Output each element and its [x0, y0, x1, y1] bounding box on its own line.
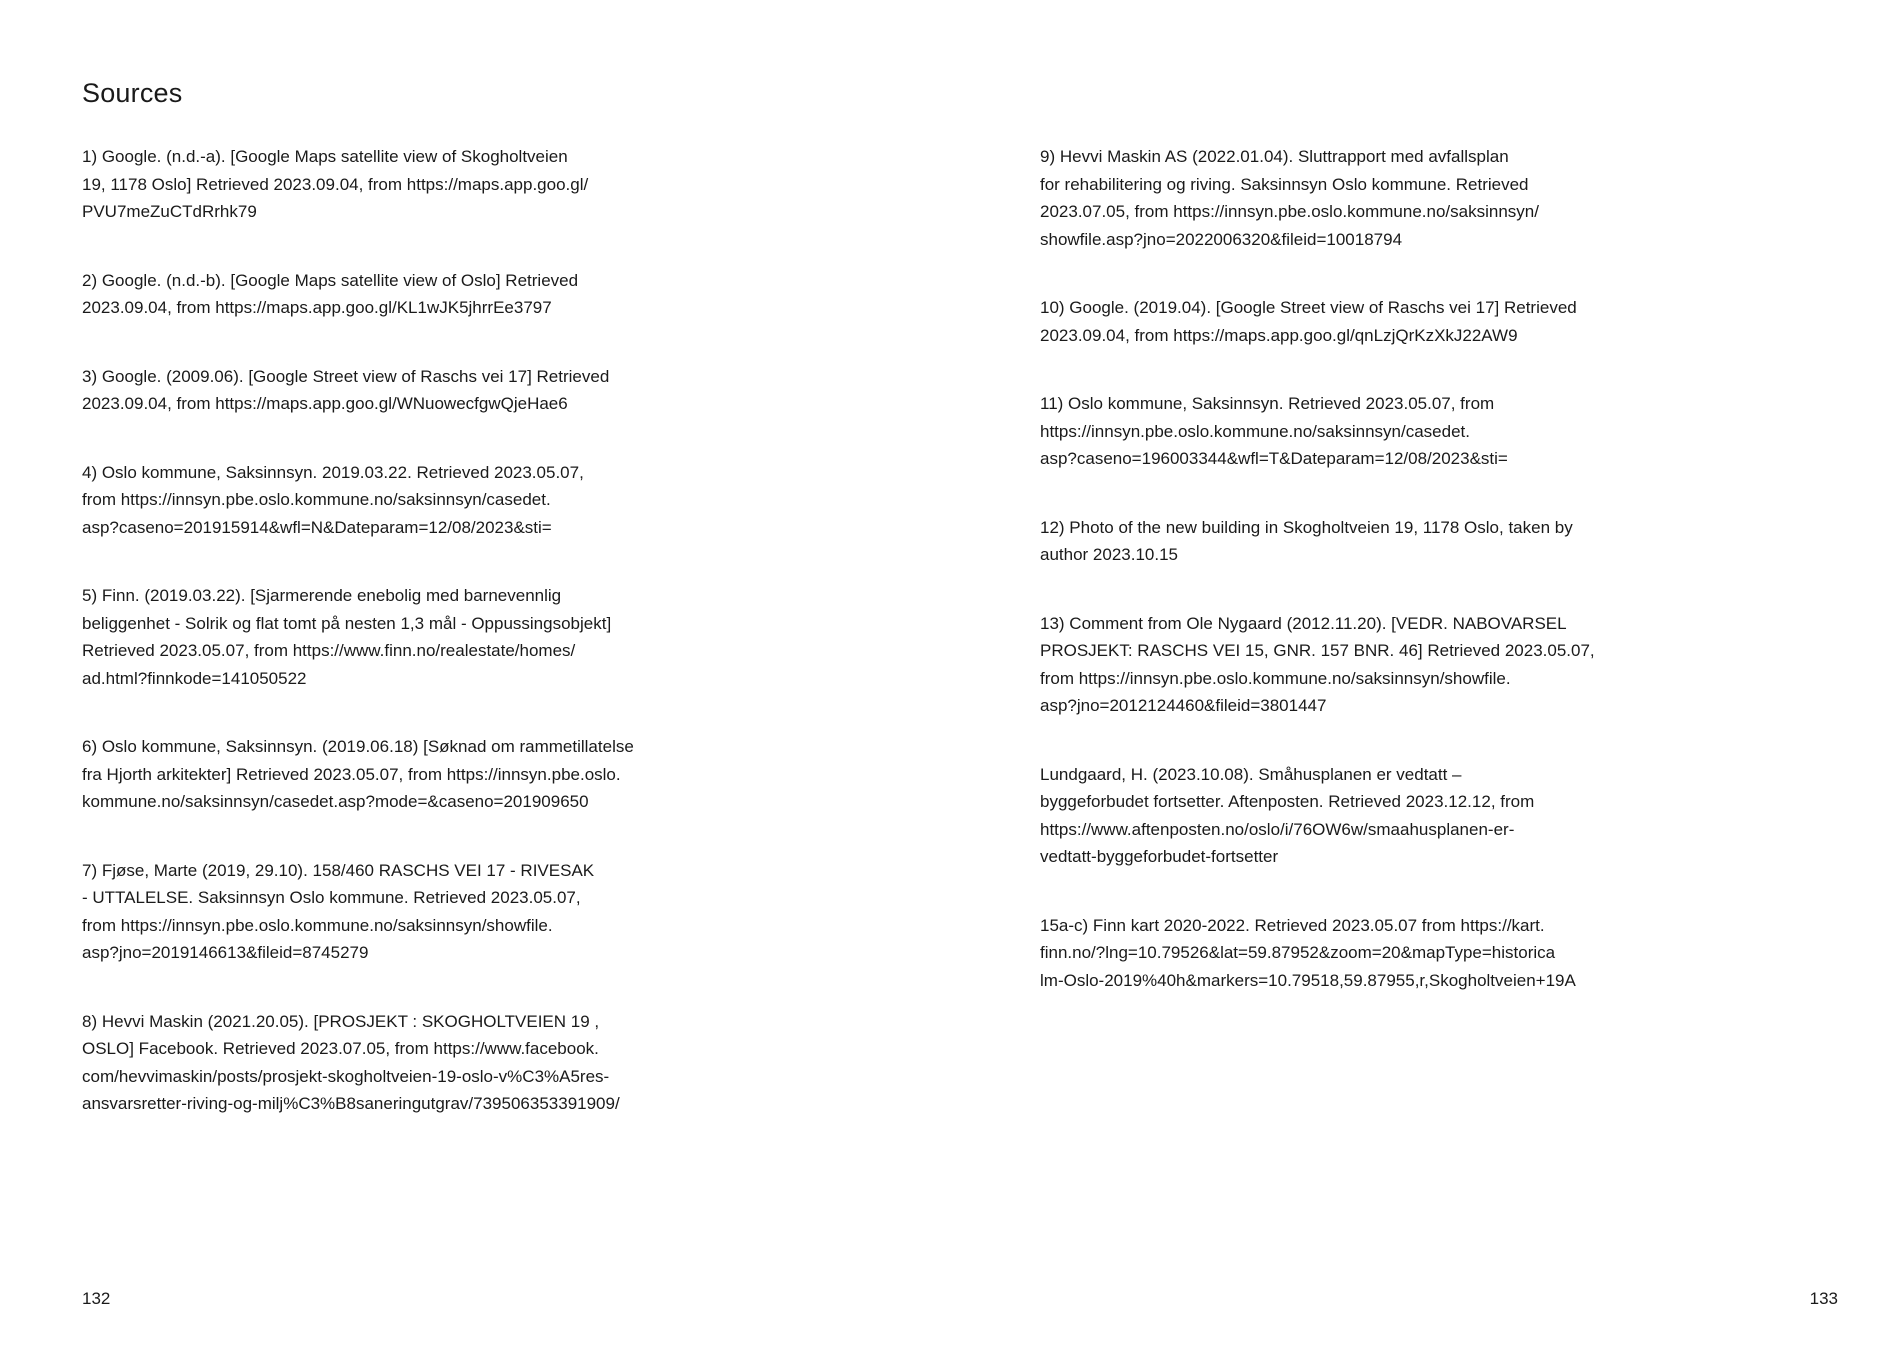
- sources-left-column: [82, 143, 682, 1118]
- source-entry-1: 1) Google. (n.d.-a). [Google Maps satellite view of Skogholtveien 19, 1178 Oslo] Retrieved 2023.09.04, from https://maps.app.goo.gl/ PVU7meZuCTdRrhk79: [82, 147, 589, 221]
- source-entry-6: 6) Oslo kommune, Saksinnsyn. (2019.06.18) [Søknad om rammetillatelse fra Hjorth arkitekter] Retrieved 2023.05.07, from https://innsyn.pbe.oslo. kommune.no/saksinnsyn/casedet.asp?mode=&caseno=201909650: [82, 737, 634, 811]
- source-entry-3: 3) Google. (2009.06). [Google Street view of Raschs vei 17] Retrieved 2023.09.04, from https://maps.app.goo.gl/WNuowecfgwQjeHae6: [82, 366, 610, 413]
- source-entry-7: 7) Fjøse, Marte (2019, 29.10). 158/460 RASCHS VEI 17 - RIVESAK - UTTALELSE. Saksinnsyn Oslo kommune. Retrieved 2023.05.07, from https://innsyn.pbe.oslo.kommune.no/saksinnsyn/showfile. asp?jno=2019146613&fileid=8745279: [82, 860, 595, 962]
- source-entry-10: 10) Google. (2019.04). [Google Street view of Raschs vei 17] Retrieved 2023.09.04, from https://maps.app.goo.gl/qnLzjQrKzXkJ22AW9: [1040, 298, 1577, 345]
- sources-right-column: [1040, 143, 1640, 994]
- source-entry-15: 15a-c) Finn kart 2020-2022. Retrieved 2023.05.07 from https://kart. finn.no/?lng=10.79526&lat=59.87952&zoom=20&mapType=historica lm-Oslo-2019%40h&markers=10.79518,59.87955,r,Skogholtveien+19A: [1040, 915, 1576, 990]
- page-title: Sources: [82, 78, 183, 108]
- source-entry-5: 5) Finn. (2019.03.22). [Sjarmerende enebolig med barnevennlig beliggenhet - Solrik og flat tomt på nesten 1,3 mål - Oppussingsobjekt] Retrieved 2023.05.07, from https://www.finn.no/realestate/homes/ ad.html?finnkode=141050522: [82, 586, 612, 688]
- source-entry-4: 4) Oslo kommune, Saksinnsyn. 2019.03.22. Retrieved 2023.05.07, from https://innsyn.pbe.oslo.kommune.no/saksinnsyn/casedet. asp?caseno=201915914&wfl=N&Dateparam=12/08/2023&sti=: [82, 462, 584, 537]
- source-entry-2: 2) Google. (n.d.-b). [Google Maps satellite view of Oslo] Retrieved 2023.09.04, from https://maps.app.goo.gl/KL1wJK5jhrrEe3797: [82, 270, 579, 317]
- page-number-right: 133: [1809, 1289, 1838, 1308]
- page-number-left: 132: [82, 1289, 111, 1308]
- source-entry-12: 12) Photo of the new building in Skogholtveien 19, 1178 Oslo, taken by author 2023.10.15: [1040, 517, 1573, 564]
- source-entry-9: 9) Hevvi Maskin AS (2022.01.04). Sluttrapport med avfallsplan for rehabilitering og riving. Saksinnsyn Oslo kommune. Retrieved 2023.07.05, from https://innsyn.pbe.oslo.kommune.no/saksinnsyn/ showfile.asp?jno=2022006320&fileid=10018794: [1040, 147, 1539, 249]
- source-entry-14: Lundgaard, H. (2023.10.08). Småhusplanen er vedtatt – byggeforbudet fortsetter. Aftenposten. Retrieved 2023.12.12, from https://www.aftenposten.no/oslo/i/76OW6w/smaahusplanen-er- vedtatt-byggeforbudet-fortsetter: [1040, 764, 1535, 866]
- source-entry-11: 11) Oslo kommune, Saksinnsyn. Retrieved 2023.05.07, from https://innsyn.pbe.oslo.kommune.no/saksinnsyn/casedet. asp?caseno=196003344&wfl=T&Dateparam=12/08/2023&sti=: [1040, 394, 1508, 468]
- source-entry-8: 8) Hevvi Maskin (2021.20.05). [PROSJEKT : SKOGHOLTVEIEN 19 , OSLO] Facebook. Retrieved 2023.07.05, from https://www.facebook. com/hevvimaskin/posts/prosjekt-skogholtveien-19-oslo-v%C3%A5res- ansvarsretter-riving-og-milj%C3%B8saneringutgrav/739506353391909/: [82, 1011, 620, 1113]
- source-entry-13: 13) Comment from Ole Nygaard (2012.11.20). [VEDR. NABOVARSEL PROSJEKT: RASCHS VEI 15, GNR. 157 BNR. 46] Retrieved 2023.05.07, from https://innsyn.pbe.oslo.kommune.no/saksinnsyn/showfile. asp?jno=2012124460&fileid=3801447: [1040, 613, 1595, 715]
